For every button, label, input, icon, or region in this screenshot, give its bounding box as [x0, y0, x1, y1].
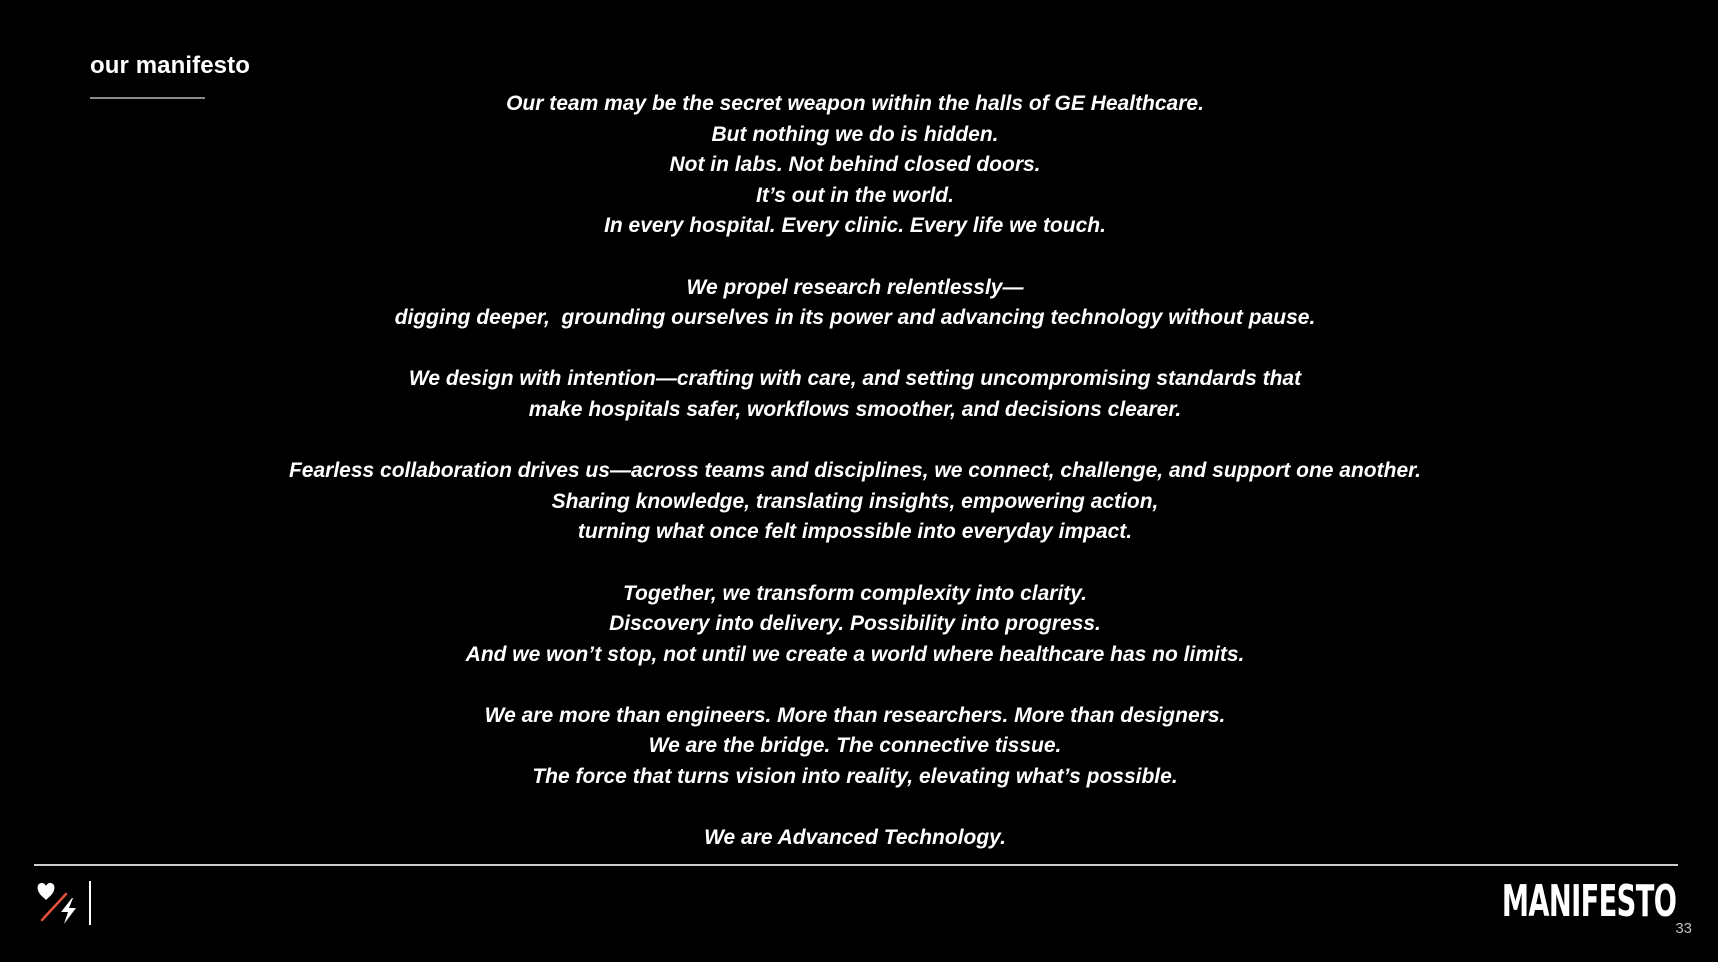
manifesto-line: turning what once felt impossible into everyday impact.: [577, 520, 1133, 544]
manifesto-line: Not in labs. Not behind closed doors.: [669, 153, 1041, 177]
footer-divider-line: [34, 864, 1678, 866]
manifesto-text: [160, 89, 1550, 854]
manifesto-line: Together, we transform complexity into clarity.: [622, 581, 1088, 605]
brand-wordmark: MANIFESTO: [1501, 876, 1676, 927]
manifesto-line: We are Advanced Technology.: [704, 826, 1006, 850]
manifesto-line: digging deeper, grounding ourselves in its power and advancing technology without pause.: [394, 306, 1316, 330]
paragraph-gap: [160, 242, 1550, 273]
paragraph-gap: [160, 670, 1550, 701]
manifesto-line: But nothing we do is hidden.: [711, 122, 999, 146]
manifesto-line: Sharing knowledge, translating insights, empowering action,: [551, 489, 1159, 513]
manifesto-line: We are the bridge. The connective tissue.: [648, 734, 1062, 758]
footer-logo-divider: [89, 881, 91, 925]
manifesto-line: Discovery into delivery. Possibility into progress.: [609, 612, 1101, 636]
page-number: 33: [1675, 920, 1692, 937]
manifesto-line: It’s out in the world.: [756, 183, 954, 207]
heart-slash-bolt-icon: [34, 878, 96, 926]
manifesto-line: We design with intention—crafting with care, and setting uncompromising standards that: [408, 367, 1302, 391]
manifesto-line: The force that turns vision into reality, elevating what’s possible.: [532, 765, 1178, 789]
manifesto-line: And we won’t stop, not until we create a world where healthcare has no limits.: [465, 642, 1245, 666]
paragraph-gap: [160, 426, 1550, 457]
manifesto-line: make hospitals safer, workflows smoother, and decisions clearer.: [528, 397, 1182, 421]
manifesto-line: In every hospital. Every clinic. Every life we touch.: [604, 214, 1106, 238]
paragraph-gap: [160, 548, 1550, 579]
manifesto-line: We are more than engineers. More than researchers. More than designers.: [484, 703, 1226, 727]
manifesto-line: Fearless collaboration drives us—across teams and disciplines, we connect, challenge, and support one another.: [288, 459, 1421, 483]
paragraph-gap: [160, 793, 1550, 824]
section-title: our manifesto: [90, 52, 250, 79]
manifesto-line: Our team may be the secret weapon within the halls of GE Healthcare.: [506, 92, 1204, 115]
paragraph-gap: [160, 334, 1550, 365]
manifesto-line: We propel research relentlessly—: [686, 275, 1024, 299]
